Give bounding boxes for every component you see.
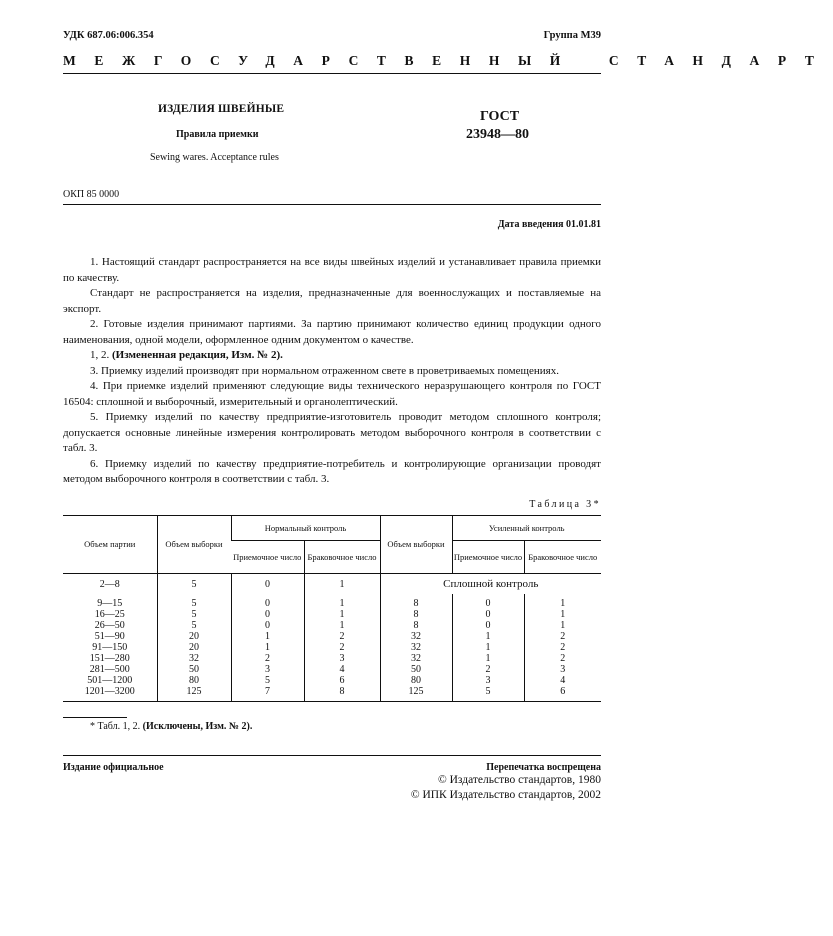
okp-rule (63, 204, 601, 205)
cell-sample-normal: 50 (157, 664, 231, 675)
cell-reject-tightened: 1 (524, 594, 601, 609)
cell-reject-tightened: 4 (524, 675, 601, 686)
header-rule (63, 73, 601, 74)
date-value: 01.01.81 (566, 219, 601, 230)
cell-accept-tightened: 5 (452, 686, 524, 702)
cell-sample-tightened: 8 (380, 609, 452, 620)
copyright-1980: © Издательство стандартов, 1980 (437, 774, 601, 786)
cell-sample-normal: 5 (157, 594, 231, 609)
cell-sample-tightened: 125 (380, 686, 452, 702)
header-acceptance-tightened: Приемочное число (452, 541, 524, 574)
table-row (63, 664, 601, 675)
cell-accept-normal: 7 (231, 686, 304, 702)
cell-accept-normal: 0 (231, 609, 304, 620)
introduction-date (498, 219, 601, 230)
header-rejection-tightened: Браковочное число (524, 541, 601, 574)
cell-lot: 9—15 (97, 598, 123, 609)
gost-number: 23948—80 (466, 127, 529, 142)
date-label: Дата введения (497, 219, 564, 230)
cell-reject-tightened: 1 (524, 620, 601, 631)
header-sample-volume-normal: Объем выборки (157, 516, 231, 574)
cell-accept-normal: 1 (231, 642, 304, 653)
cell-accept-normal: 0 (231, 574, 304, 595)
cell-reject-tightened: 2 (524, 642, 601, 653)
band-right: СТАНДАРТ (608, 53, 833, 68)
standard-type-band (63, 53, 833, 69)
table-row (63, 642, 601, 653)
footnote-prefix: * Табл. 1, 2. (90, 721, 141, 732)
cell-reject-tightened: 2 (524, 653, 601, 664)
cell-sample-tightened: 8 (380, 620, 452, 631)
cell-sample-normal: 32 (157, 653, 231, 664)
cell-reject-normal: 2 (304, 631, 380, 642)
cell-lot: 51—90 (94, 631, 125, 642)
cell-lot: 91—150 (92, 642, 128, 653)
cell-sample-normal: 20 (157, 642, 231, 653)
cell-sample-tightened: 8 (380, 594, 452, 609)
paragraph-5: 5. Приемку изделий по качеству предприятие-изготовитель проводит методом сплошного контроля; допускается основные линейные измерения контролировать методом выборочного контроля в соответствии с табл. 3. (63, 411, 601, 454)
paragraph-2: 2. Готовые изделия принимают партиями. За партию принимают количество единиц продукции одного наименования, одной модели, оформленное одним документом о качестве. (63, 318, 601, 346)
cell-accept-normal: 0 (231, 620, 304, 631)
reprint-prohibited: Перепечатка воспрещена (486, 762, 601, 773)
table-row (63, 653, 601, 664)
cell-sample-tightened: 32 (380, 642, 452, 653)
cell-sample-tightened: 80 (380, 675, 452, 686)
paragraph-1: 1. Настоящий стандарт распространяется на все виды швейных изделий и устанавливает правила приемки по качеству. (63, 256, 601, 284)
cell-sample-tightened: 32 (380, 631, 452, 642)
cell-reject-normal: 4 (304, 664, 380, 675)
header-rejection-normal: Браковочное число (304, 541, 380, 574)
sampling-table (63, 515, 601, 702)
cell-sample-tightened: 50 (380, 664, 452, 675)
copyright-2002: © ИПК Издательство стандартов, 2002 (410, 789, 601, 801)
document-title: ИЗДЕЛИЯ ШВЕЙНЫЕ (158, 103, 285, 115)
header-acceptance-normal: Приемочное число (231, 541, 304, 574)
cell-reject-normal: 1 (304, 620, 380, 631)
cell-sample-normal: 5 (157, 609, 231, 620)
band-left: МЕЖГОСУДАРСТВЕННЫЙ (63, 53, 579, 68)
cell-reject-normal: 3 (304, 653, 380, 664)
okp-code: ОКП 85 0000 (63, 189, 120, 200)
table-row (63, 686, 601, 702)
cell-lot: 26—50 (94, 620, 125, 631)
cell-reject-tightened: 6 (524, 686, 601, 702)
edition-note-prefix: 1, 2. (90, 349, 110, 361)
gost-label: ГОСТ (480, 109, 520, 124)
cell-lot: 151—280 (89, 653, 130, 664)
table-row (63, 631, 601, 642)
cell-reject-normal: 2 (304, 642, 380, 653)
table-row (63, 620, 601, 631)
cell-sample-normal: 80 (157, 675, 231, 686)
cell-reject-normal: 6 (304, 675, 380, 686)
cell-accept-normal: 2 (231, 653, 304, 664)
cell-accept-tightened: 2 (452, 664, 524, 675)
header-normal-control: Нормальный контроль (231, 516, 380, 541)
table-caption: Таблица 3* (529, 499, 601, 510)
cell-accept-tightened: 0 (452, 594, 524, 609)
cell-reject-normal: 1 (304, 609, 380, 620)
table-row (63, 574, 601, 595)
cell-accept-normal: 0 (231, 594, 304, 609)
paragraph-3: 3. Приемку изделий производят при нормальном отраженном свете в проветриваемых помещениях. (90, 364, 559, 377)
body-text (63, 255, 601, 488)
footer-rule (63, 755, 601, 756)
cell-lot: 2—8 (99, 579, 120, 590)
header-sample-volume-tightened: Объем выборки (380, 516, 452, 574)
paragraph-4: 4. При приемке изделий применяют следующие виды технического неразрушающего контроля по ГОСТ 16504: сплошной и выборочный, измерительный и органолептический. (63, 380, 601, 408)
cell-accept-tightened: 3 (452, 675, 524, 686)
cell-full-control: Сплошной контроль (380, 574, 601, 595)
footnote-rule (63, 717, 127, 718)
cell-sample-normal: 5 (157, 574, 231, 595)
edition-note-bold: (Измененная редакция, Изм. № 2). (112, 349, 283, 361)
cell-sample-tightened: 32 (380, 653, 452, 664)
cell-accept-normal: 5 (231, 675, 304, 686)
paragraph-edition-note (63, 348, 601, 364)
cell-reject-tightened: 1 (524, 609, 601, 620)
cell-reject-normal: 1 (304, 574, 380, 595)
table-row (63, 594, 601, 609)
paragraph-1b: Стандарт не распространяется на изделия, предназначенные для военнослужащих и поставляемые на экспорт. (63, 287, 601, 315)
table-row (63, 675, 601, 686)
cell-accept-tightened: 0 (452, 620, 524, 631)
cell-accept-normal: 3 (231, 664, 304, 675)
cell-accept-tightened: 1 (452, 631, 524, 642)
cell-accept-tightened: 1 (452, 642, 524, 653)
cell-lot: 281—500 (89, 664, 130, 675)
udk-code: УДК 687.06:006.354 (63, 30, 154, 41)
header-lot-volume: Объем партии (63, 516, 157, 574)
footnote-bold: (Исключены, Изм. № 2). (142, 721, 253, 732)
cell-reject-tightened: 3 (524, 664, 601, 675)
cell-sample-normal: 20 (157, 631, 231, 642)
cell-lot: 1201—3200 (63, 686, 157, 702)
cell-sample-normal: 5 (157, 620, 231, 631)
cell-accept-tightened: 0 (452, 609, 524, 620)
cell-lot: 501—1200 (87, 675, 133, 686)
footnote (90, 721, 252, 732)
cell-reject-normal: 1 (304, 594, 380, 609)
official-edition: Издание официальное (63, 762, 164, 773)
table-row (63, 609, 601, 620)
header-tightened-control: Усиленный контроль (452, 516, 601, 541)
cell-accept-tightened: 1 (452, 653, 524, 664)
group-code: Группа М39 (543, 30, 601, 41)
cell-accept-normal: 1 (231, 631, 304, 642)
document-subtitle: Правила приемки (176, 129, 259, 140)
cell-sample-normal: 125 (157, 686, 231, 702)
cell-reject-normal: 8 (304, 686, 380, 702)
cell-reject-tightened: 2 (524, 631, 601, 642)
english-title: Sewing wares. Acceptance rules (150, 152, 279, 163)
paragraph-6: 6. Приемку изделий по качеству предприятие-потребитель и контролирующие организации проводят методом выборочного контроля в соответствии с табл. 3. (63, 457, 601, 485)
cell-lot: 16—25 (94, 609, 125, 620)
